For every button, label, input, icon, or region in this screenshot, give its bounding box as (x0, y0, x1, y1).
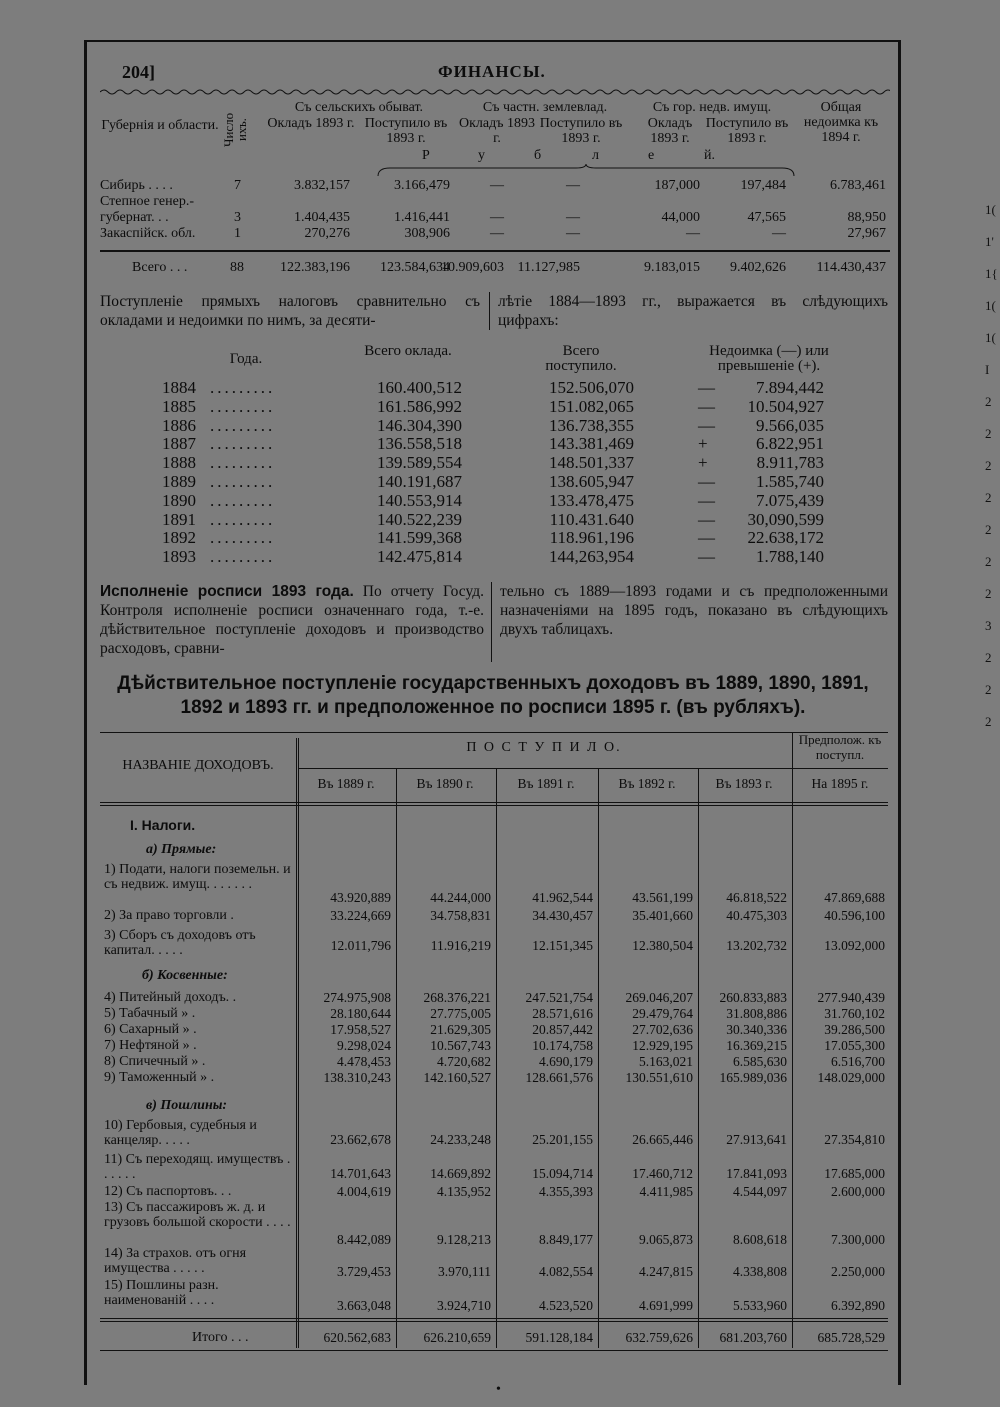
col-header-year: Года. (229, 351, 263, 367)
year: 1887 (162, 434, 196, 454)
edge-fragment: І (985, 362, 990, 377)
region-value: — (490, 226, 504, 241)
edge-fragment: 1{ (985, 266, 998, 281)
revenue-value: 10.567,743 (430, 1038, 491, 1053)
total-value: 123.584,634 (380, 260, 450, 275)
year-header: Въ 1892 г. (618, 776, 676, 791)
book-page (86, 42, 900, 1397)
diff-sign: + (698, 453, 708, 473)
revenue-value: 43.561,199 (632, 890, 693, 905)
assessed-value: 141.599,368 (377, 528, 462, 548)
revenue-value: 9.128,213 (437, 1232, 491, 1247)
assessed-value: 140.553,914 (377, 490, 462, 510)
total-value: 11.127,985 (517, 260, 580, 275)
revenue-value: 4.355,393 (539, 1184, 593, 1199)
dot-leader: ......... (210, 547, 276, 567)
diff-value: 1.788,140 (756, 547, 824, 567)
edge-fragment: 1( (985, 330, 996, 345)
total-value: 626.210,659 (423, 1330, 491, 1345)
year: 1889 (162, 472, 196, 491)
revenue-name: 4) Питейный доходъ. . (104, 990, 237, 1005)
dot-leader: ......... (210, 490, 276, 510)
rule (100, 1350, 888, 1351)
revenue-value: 44.244,000 (430, 890, 491, 905)
revenue-value: 8.849,177 (539, 1232, 593, 1247)
revenue-value: 20.857,442 (532, 1022, 593, 1037)
year: 1891 (162, 509, 196, 529)
edge-fragment: 3 (985, 618, 992, 633)
dot-leader: ......... (210, 378, 276, 397)
revenue-value: 12.011,796 (330, 938, 391, 953)
region-name: губернат. . . (100, 210, 169, 225)
revenue-value: 6.585,630 (733, 1054, 787, 1069)
revenue-value: 260.833,883 (719, 990, 787, 1005)
year-header: Въ 1891 г. (517, 776, 575, 791)
diff-sign: — (698, 528, 715, 548)
region-name: Сибирь . . . . (100, 178, 173, 193)
revenue-value: 17.841,093 (726, 1166, 787, 1181)
revenue-value: 14.701,643 (330, 1166, 391, 1181)
revenue-value: 35.401,660 (632, 908, 693, 923)
year: 1892 (162, 528, 196, 548)
edge-fragment: 2 (985, 682, 992, 697)
revenue-value: 46.818,522 (726, 890, 787, 905)
revenue-value: 148.029,000 (817, 1070, 885, 1085)
total-label: Всего . . . (132, 260, 188, 275)
revenue-value: 7.300,000 (831, 1232, 885, 1247)
dot-leader: ......... (210, 415, 276, 435)
assessed-value: 140.191,687 (377, 472, 462, 491)
dot-leader: ......... (210, 434, 276, 454)
subsection-indirect: б) Косвенные: (142, 968, 228, 983)
revenue-value: 9.065,873 (639, 1232, 693, 1247)
revenue-value: 2.600,000 (831, 1184, 885, 1199)
col-header-arrears-2: Недоимка (—) или превышеніе (+). (709, 343, 829, 374)
col-group-received: П О С Т У П И Л О. (466, 740, 622, 755)
revenue-value: 41.962,544 (532, 890, 593, 905)
col-header-arrears: Общая недоимка къ 1894 г. (803, 100, 879, 145)
col-header-post-3: Поступило въ 1893 г. (705, 116, 789, 146)
total-count: 88 (230, 260, 244, 275)
revenue-value: 4.411,985 (639, 1184, 693, 1199)
edge-fragment: 2 (985, 490, 992, 505)
revenue-name: 2) За право торговли . (104, 908, 234, 923)
revenue-value: 47.869,688 (824, 890, 885, 905)
year: 1886 (162, 415, 196, 435)
col-header-post-2: Поступило въ 1893 г. (539, 116, 623, 146)
col-header-okl-1: Окладъ 1893 г. (267, 116, 355, 131)
diff-value: 30,090,599 (747, 509, 824, 529)
column-rule (296, 738, 297, 1348)
total-value: 10.909,603 (441, 260, 504, 275)
total-value: 620.562,683 (323, 1330, 391, 1345)
column-rule (496, 768, 497, 1348)
column-rule (698, 768, 699, 1348)
page-number: 204] (122, 62, 155, 82)
total-value: 114.430,437 (816, 260, 886, 275)
revenue-value: 28.180,644 (330, 1006, 391, 1021)
diff-sign: — (698, 472, 715, 491)
received-value: 148.501,337 (549, 453, 634, 473)
revenue-value: 26.665,446 (632, 1132, 693, 1147)
assessed-value: 140.522,239 (377, 509, 462, 529)
col-header-assessed: Всего оклада. (364, 343, 452, 359)
revenue-value: 130.551,610 (625, 1070, 693, 1085)
revenue-value: 27.913,641 (726, 1132, 787, 1147)
region-value: — (490, 210, 504, 225)
subsection-duties: в) Пошлины: (146, 1098, 228, 1113)
edge-fragment: 2 (985, 458, 992, 473)
region-value: 47,565 (747, 210, 786, 225)
revenue-value: 4.690,179 (539, 1054, 593, 1069)
revenue-value: 6.392,890 (831, 1298, 885, 1313)
received-value: 118.961,196 (549, 528, 634, 548)
region-value: 88,950 (847, 210, 886, 225)
column-rule (396, 768, 397, 1348)
col-group-private: Съ частн. землевлад. (482, 100, 608, 115)
received-value: 151.082,065 (549, 396, 634, 416)
year: 1885 (162, 396, 196, 416)
rule (100, 1321, 888, 1322)
revenue-value: 4.004,619 (337, 1184, 391, 1199)
dot-leader: ......... (210, 396, 276, 416)
rubles-letter: б (534, 148, 542, 163)
received-value: 144,263,954 (549, 547, 634, 567)
revenue-value: 4.691,999 (639, 1298, 693, 1313)
revenue-value: 8.608,618 (733, 1232, 787, 1247)
revenue-value: 10.174,758 (532, 1038, 593, 1053)
col-header-received: Всего поступило. (545, 343, 617, 374)
neighbor-page-edge (985, 60, 1000, 1360)
year: 1893 (162, 547, 196, 567)
assessed-value: 160.400,512 (377, 378, 462, 397)
edge-fragment: 2 (985, 394, 992, 409)
edge-fragment: 1( (985, 202, 996, 217)
revenue-value: 3.970,111 (438, 1264, 491, 1279)
assessed-value: 146.304,390 (377, 415, 462, 435)
col-header-okl-3: Окладъ 1893 г. (647, 116, 693, 146)
revenue-value: 142.160,527 (423, 1070, 491, 1085)
assessed-value: 136.558,518 (377, 434, 462, 454)
total-value: 9.402,626 (730, 260, 786, 275)
revenue-value: 128.661,576 (525, 1070, 593, 1085)
revenue-value: 4.082,554 (539, 1264, 593, 1279)
diff-sign: — (698, 509, 715, 529)
diff-sign: — (698, 378, 715, 397)
total-value: 9.183,015 (644, 260, 700, 275)
revenue-value: 17.685,000 (824, 1166, 885, 1181)
revenue-value: 12.929,195 (632, 1038, 693, 1053)
revenue-value: 3.663,048 (337, 1298, 391, 1313)
running-title: ФИНАНСЫ. (438, 62, 546, 81)
diff-value: 7.894,442 (756, 378, 824, 397)
diff-sign: + (698, 434, 708, 454)
year-header: На 1895 г. (811, 776, 869, 791)
edge-fragment: 1' (985, 234, 994, 249)
received-value: 110.431.640 (549, 509, 634, 529)
edge-fragment: 2 (985, 426, 992, 441)
dot-leader: ......... (210, 453, 276, 473)
rubles-letter: у (478, 148, 485, 163)
revenue-value: 21.629,305 (430, 1022, 491, 1037)
diff-sign: — (698, 547, 715, 567)
diff-sign: — (698, 415, 715, 435)
revenue-value: 5.533,960 (733, 1298, 787, 1313)
revenue-value: 27.775,005 (430, 1006, 491, 1021)
revenue-value: 269.046,207 (625, 990, 693, 1005)
diff-sign: — (698, 490, 715, 510)
revenue-value: 15.094,714 (532, 1166, 593, 1181)
revenue-value: 268.376,221 (423, 990, 491, 1005)
revenue-value: 29.479,764 (632, 1006, 693, 1021)
revenue-value: 247.521,754 (525, 990, 593, 1005)
diff-value: 8.911,783 (756, 453, 824, 473)
column-rule (598, 768, 599, 1348)
assessed-value: 139.589,554 (377, 453, 462, 473)
region-value: — (772, 226, 786, 241)
revenue-value: 8.442,089 (337, 1232, 391, 1247)
rubles-letter: л (592, 148, 599, 163)
dot-mark: • (496, 1382, 501, 1397)
revenue-value: 6.516,700 (831, 1054, 885, 1069)
col-group-rural: Съ сельскихъ обыват. (294, 100, 424, 115)
revenue-value: 12.151,345 (532, 938, 593, 953)
revenue-name: 3) Сборъ съ доходовъ отъ капитал. . . . . (104, 928, 256, 958)
year: 1890 (162, 490, 196, 510)
total-label: Итого . . . (192, 1330, 249, 1345)
col-header-okl-2: Окладъ 1893 г. (459, 116, 535, 146)
column-divider (489, 292, 490, 330)
revenue-name: 6) Сахарный » . (104, 1022, 197, 1037)
region-value: — (566, 210, 580, 225)
revenue-name: 13) Съ пассажировъ ж. д. и грузовъ большой скорости . . . . (104, 1200, 291, 1230)
dot-leader: ......... (210, 509, 276, 529)
revenue-value: 13.092,000 (824, 938, 885, 953)
para2-right: тельно съ 1889—1893 годами и съ предположенными назначеніями на 1895 годъ, показано въ слѣдующихъ двухъ таблицахъ. (500, 583, 888, 638)
region-count: 7 (234, 178, 241, 193)
total-value: 632.759,626 (625, 1330, 693, 1345)
revenue-value: 31.760,102 (824, 1006, 885, 1021)
revenue-value: 4.523,520 (539, 1298, 593, 1313)
diff-value: 9.566,035 (756, 415, 824, 435)
received-value: 138.605,947 (549, 472, 634, 491)
revenue-value: 28.571,616 (532, 1006, 593, 1021)
region-name: Степное генер.- (100, 194, 194, 209)
revenue-value: 17.958,527 (330, 1022, 391, 1037)
revenue-value: 30.340,336 (726, 1022, 787, 1037)
wavy-rule (100, 88, 890, 96)
revenue-value: 17.055,300 (824, 1038, 885, 1053)
total-value: 681.203,760 (719, 1330, 787, 1345)
revenue-value: 3.729,453 (337, 1264, 391, 1279)
revenue-value: 17.460,712 (632, 1166, 693, 1181)
revenue-value: 5.163,021 (639, 1054, 693, 1069)
received-value: 133.478,475 (549, 490, 634, 510)
diff-value: 1.585,740 (756, 472, 824, 491)
region-value: 6.783,461 (830, 178, 886, 193)
para2-left (100, 582, 484, 658)
edge-fragment: 1( (985, 298, 996, 313)
main-title-line1: Дѣйствительное поступленіе государственныхъ доходовъ въ 1889, 1890, 1891, (117, 673, 869, 694)
region-value: 270,276 (304, 226, 350, 241)
revenue-value: 27.354,810 (824, 1132, 885, 1147)
revenue-value: 34.758,831 (430, 908, 491, 923)
revenue-value: 4.544,097 (733, 1184, 787, 1199)
edge-fragment: 2 (985, 522, 992, 537)
dot-leader: ......... (210, 528, 276, 548)
total-value: 685.728,529 (817, 1330, 885, 1345)
region-value: 3.832,157 (294, 178, 350, 193)
revenue-value: 40.596,100 (824, 908, 885, 923)
rule (100, 802, 888, 803)
region-value: 1.404,435 (294, 210, 350, 225)
region-value: — (566, 178, 580, 193)
revenue-value: 138.310,243 (323, 1070, 391, 1085)
diff-value: 22.638,172 (747, 528, 824, 548)
revenue-value: 33.224,669 (330, 908, 391, 923)
region-value: — (490, 178, 504, 193)
main-title-line2: 1892 и 1893 гг. и предположенное по росписи 1895 г. (въ рубляхъ). (180, 697, 806, 718)
rule (100, 732, 888, 733)
rule (100, 805, 888, 806)
year: 1884 (162, 378, 196, 397)
revenue-value: 40.475,303 (726, 908, 787, 923)
brace (376, 164, 796, 178)
revenue-value: 23.662,678 (330, 1132, 391, 1147)
rubles-letter: Р (422, 148, 430, 163)
rule (100, 1318, 888, 1319)
revenue-value: 13.202,732 (726, 938, 787, 953)
revenue-value: 39.286,500 (824, 1022, 885, 1037)
diff-value: 6.822,951 (756, 434, 824, 454)
revenue-value: 34.430,457 (532, 908, 593, 923)
revenue-value: 43.920,889 (330, 890, 391, 905)
revenue-value: 274.975,908 (323, 990, 391, 1005)
revenue-value: 4.135,952 (437, 1184, 491, 1199)
revenue-name: 8) Спичечный » . (104, 1054, 206, 1069)
diff-value: 7.075,439 (756, 490, 824, 510)
year: 1888 (162, 453, 196, 473)
revenue-name: 11) Съ переходящ. имуществъ . . . . . . (104, 1152, 291, 1182)
received-value: 143.381,469 (549, 434, 634, 454)
revenue-value: 4.720,682 (437, 1054, 491, 1069)
para1-left: Поступленіе прямыхъ налоговъ сравнительно съ окладами и недоимки по нимъ, за десяти- (100, 293, 480, 329)
edge-fragment: 2 (985, 714, 992, 729)
revenue-name: 1) Подати, налоги поземельн. и съ недвиж. имущ. . . . . . . (104, 862, 291, 892)
col-header-post-1: Поступило въ 1893 г. (364, 116, 448, 146)
revenue-value: 16.369,215 (726, 1038, 787, 1053)
revenue-name: 12) Съ паспортовъ. . . (104, 1184, 232, 1199)
revenue-value: 14.669,892 (430, 1166, 491, 1181)
revenue-value: 3.924,710 (437, 1298, 491, 1313)
edge-fragment: 2 (985, 586, 992, 601)
total-rule (100, 250, 890, 252)
total-value: 122.383,196 (280, 260, 350, 275)
revenue-value: 24.233,248 (430, 1132, 491, 1147)
region-count: 3 (234, 210, 241, 225)
col-header-region: Губернія и области. (101, 118, 219, 133)
region-value: 27,967 (847, 226, 886, 241)
revenue-name: 5) Табачный » . (104, 1006, 196, 1021)
revenue-value: 31.808,886 (726, 1006, 787, 1021)
para2-left-text: По отчету Госуд. Контроля исполненіе росписи означеннаго года, т.-е. дѣйствительное поступленіе доходовъ и производство расходовъ, сравни- (100, 583, 484, 657)
year-header: Въ 1893 г. (715, 776, 773, 791)
revenue-value: 11.916,219 (430, 938, 491, 953)
diff-value: 10.504,927 (747, 396, 824, 416)
revenue-name: 10) Гербовыя, судебныя и канцеляр. . . . . (104, 1118, 257, 1148)
revenue-value: 4.247,815 (639, 1264, 693, 1279)
received-value: 152.506,070 (549, 378, 634, 397)
region-count: 1 (234, 226, 241, 241)
rule (298, 768, 888, 769)
subsection-direct: а) Прямые: (146, 842, 217, 857)
assessed-value: 142.475,814 (377, 547, 462, 567)
total-value: 591.128,184 (525, 1330, 593, 1345)
revenue-name: 15) Пошлины разн. наименованій . . . . (104, 1278, 219, 1308)
region-value: 3.166,479 (394, 178, 450, 193)
region-value: — (686, 226, 700, 241)
year-header: Въ 1889 г. (317, 776, 375, 791)
revenue-value: 9.298,024 (337, 1038, 391, 1053)
rubles-letter: е (648, 148, 655, 163)
para1-right: лѣтіе 1884—1893 гг., выражается въ слѣдующихъ цифрахъ: (498, 293, 888, 329)
edge-fragment: 2 (985, 650, 992, 665)
revenue-value: 27.702,636 (632, 1022, 693, 1037)
region-name: Закаспійск. обл. (100, 226, 196, 241)
para2-heading: Исполненіе росписи 1893 года. (100, 583, 354, 600)
column-divider (491, 582, 492, 662)
region-value: — (566, 226, 580, 241)
year-header: Въ 1890 г. (416, 776, 474, 791)
region-value: 1.416,441 (394, 210, 450, 225)
revenue-name: 7) Нефтяной » . (104, 1038, 197, 1053)
dot-leader: ......... (210, 472, 276, 491)
diff-sign: — (698, 396, 715, 416)
region-value: 197,484 (740, 178, 786, 193)
revenue-value: 2.250,000 (831, 1264, 885, 1279)
col-header-name: НАЗВАНІЕ ДОХОДОВЪ. (122, 758, 274, 773)
revenue-value: 277.940,439 (817, 990, 885, 1005)
region-value: 44,000 (661, 210, 700, 225)
column-rule (298, 738, 299, 1348)
region-value: 187,000 (654, 178, 700, 193)
revenue-value: 12.380,504 (632, 938, 693, 953)
col-header-assumed: Предполож. къ поступл. (798, 732, 882, 762)
revenue-name: 14) За страхов. отъ огня имущества . . . . . (104, 1246, 247, 1276)
rubles-letter: й. (704, 148, 715, 163)
revenue-value: 4.338,808 (733, 1264, 787, 1279)
edge-fragment: 2 (985, 554, 992, 569)
revenue-name: 9) Таможенный » . (104, 1070, 215, 1085)
revenue-value: 4.478,453 (337, 1054, 391, 1069)
col-header-count: Число ихъ. (221, 112, 249, 148)
section-taxes: I. Налоги. (130, 817, 196, 833)
revenue-value: 165.989,036 (719, 1070, 787, 1085)
column-rule (792, 732, 793, 1348)
revenue-value: 25.201,155 (532, 1132, 593, 1147)
region-value: 308,906 (404, 226, 450, 241)
received-value: 136.738,355 (549, 415, 634, 435)
assessed-value: 161.586,992 (377, 396, 462, 416)
col-group-city: Съ гор. недв. имущ. (652, 100, 772, 115)
